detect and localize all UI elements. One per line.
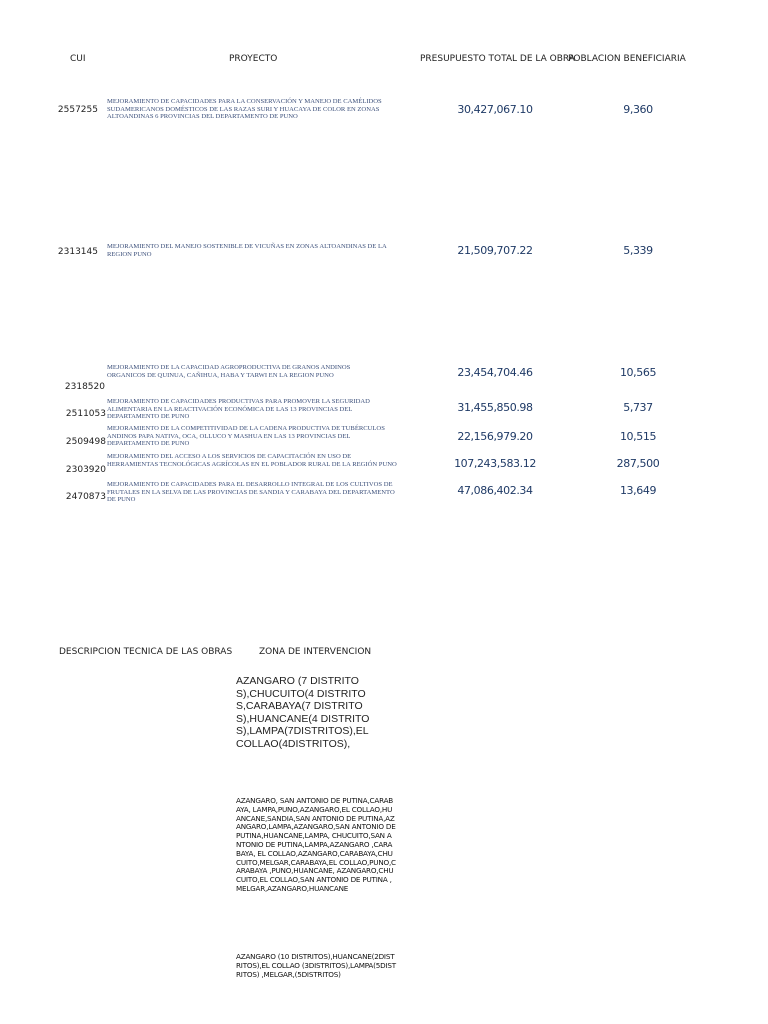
cui-cell: 2313145 (57, 247, 98, 257)
header-poblacion: POBLACION BENEFICIARIA (568, 54, 686, 64)
proyecto-cell: MEJORAMIENTO DE CAPACIDADES PARA LA CONSERVACIÓN Y MANEJO DE CAMÉLIDOS SUDAMERICANOS DOMÉSTICOS DE LAS RAZAS SURI Y HUACAYA DE COLOR EN ZONAS ALTOANDINAS 6 PROVINCIAS DEL DEPARTAMENTO DE PUNO (107, 98, 382, 121)
header-zona: ZONA DE INTERVENCION (259, 647, 372, 657)
header-presupuesto: PRESUPUESTO TOTAL DE LA OBRA (420, 54, 575, 64)
poblacion-cell: 13,649 (619, 484, 657, 497)
cui-cell: 2509498 (65, 437, 106, 447)
poblacion-cell: 287,500 (616, 457, 660, 470)
proyecto-cell: MEJORAMIENTO DEL ACCESO A LOS SERVICIOS DE CAPACITACIÓN EN USO DE HERRAMIENTAS TECNOLÓGICAS AGRÍCOLAS EN EL POBLADOR RURAL DE LA REGIÓN PUNO (107, 453, 397, 468)
poblacion-cell: 5,339 (623, 244, 653, 257)
proyecto-cell: MEJORAMIENTO DE CAPACIDADES PARA EL DESARROLLO INTEGRAL DE LOS CULTIVOS DE FRUTALES EN LA SELVA DE LAS PROVINCIAS DE SANDIA Y CARABAYA DEL DEPARTAMENTO DE PUNO (107, 481, 395, 504)
header-cui: CUI (70, 54, 86, 64)
presupuesto-cell: 21,509,707.22 (457, 244, 533, 257)
zona-intervencion-2: AZANGARO, SAN ANTONIO DE PUTINA,CARABAYA, LAMPA,PUNO,AZANGARO,EL COLLAO,HUANCANE,SANDIA,SAN ANTONIO DE PUTINA,AZANGARO,LAMPA,AZANGARO,SAN ANTONIO DE PUTINA,HUANCANE,LAMPA, CHUCUITO,SAN ANTONIO DE PUTINA,LAMPA,AZANGARO ,CARABAYA, EL COLLAO,AZANGARO,CARABAYA,CHUCUITO,MELGAR,CARABAYA,EL COLLAO,PUNO,CARABAYA ,PUNO,HUANCANE, AZANGARO,CHUCUITO,EL COLLAO,SAN ANTONIO DE PUTINA ,MELGAR,AZANGARO,HUANCANE (236, 796, 396, 893)
cui-cell: 2470873 (65, 492, 106, 502)
cui-cell: 2557255 (57, 105, 98, 115)
presupuesto-cell: 23,454,704.46 (457, 366, 533, 379)
header-poblacion-clip (568, 54, 688, 64)
proyecto-cell: MEJORAMIENTO DE LA COMPETITIVIDAD DE LA CADENA PRODUCTIVA DE TUBÉRCULOS ANDINOS PAPA NATIVA, OCA, OLLUCO Y MASHUA EN LAS 13 PROVINCIAS DEL DEPARTAMENTO DE PUNO (107, 425, 385, 448)
proyecto-cell: MEJORAMIENTO DE LA CAPACIDAD AGROPRODUCTIVA DE GRANOS ANDINOS ORGANICOS DE QUINUA, CAÑIHUA, HABA Y TARWI EN LA REGION PUNO (107, 364, 351, 379)
cui-cell: 2303920 (65, 465, 106, 475)
presupuesto-cell: 30,427,067.10 (457, 103, 533, 116)
cui-cell: 2511053 (65, 409, 106, 419)
presupuesto-cell: 47,086,402.34 (457, 484, 533, 497)
zona-intervencion-1: AZANGARO (7 DISTRITOS),CHUCUITO(4 DISTRITOS,CARABAYA(7 DISTRITOS),HUANCANE(4 DISTRITOS),LAMPA(7DISTRITOS),EL COLLAO(4DISTRITOS), (236, 675, 370, 750)
proyecto-cell: MEJORAMIENTO DEL MANEJO SOSTENIBLE DE VICUÑAS EN ZONAS ALTOANDINAS DE LA REGION PUNO (107, 243, 387, 258)
proyecto-cell: MEJORAMIENTO DE CAPACIDADES PRODUCTIVAS PARA PROMOVER LA SEGURIDAD ALIMENTARIA EN LA REACTIVACIÓN ECONÓMICA DE LAS 13 PROVINCIAS DEL DEPARTAMENTO DE PUNO (107, 398, 370, 421)
poblacion-cell: 9,360 (623, 103, 653, 116)
presupuesto-cell: 22,156,979.20 (457, 430, 533, 443)
poblacion-cell: 10,565 (619, 366, 657, 379)
cui-cell: 2318520 (64, 382, 105, 392)
presupuesto-cell: 107,243,583.12 (454, 457, 536, 470)
zona-intervencion-3: AZANGARO (10 DISTRITOS),HUANCANE(2DISTRITOS),EL COLLAO (3DISTRITOS),LAMPA(5DISTRITOS) ,MELGAR,(5DISTRITOS) (236, 952, 396, 979)
poblacion-cell: 5,737 (623, 401, 653, 414)
header-descripcion: DESCRIPCION TECNICA DE LAS OBRAS (59, 647, 233, 657)
header-proyecto: PROYECTO (229, 54, 278, 64)
presupuesto-cell: 31,455,850.98 (457, 401, 533, 414)
poblacion-cell: 10,515 (619, 430, 657, 443)
